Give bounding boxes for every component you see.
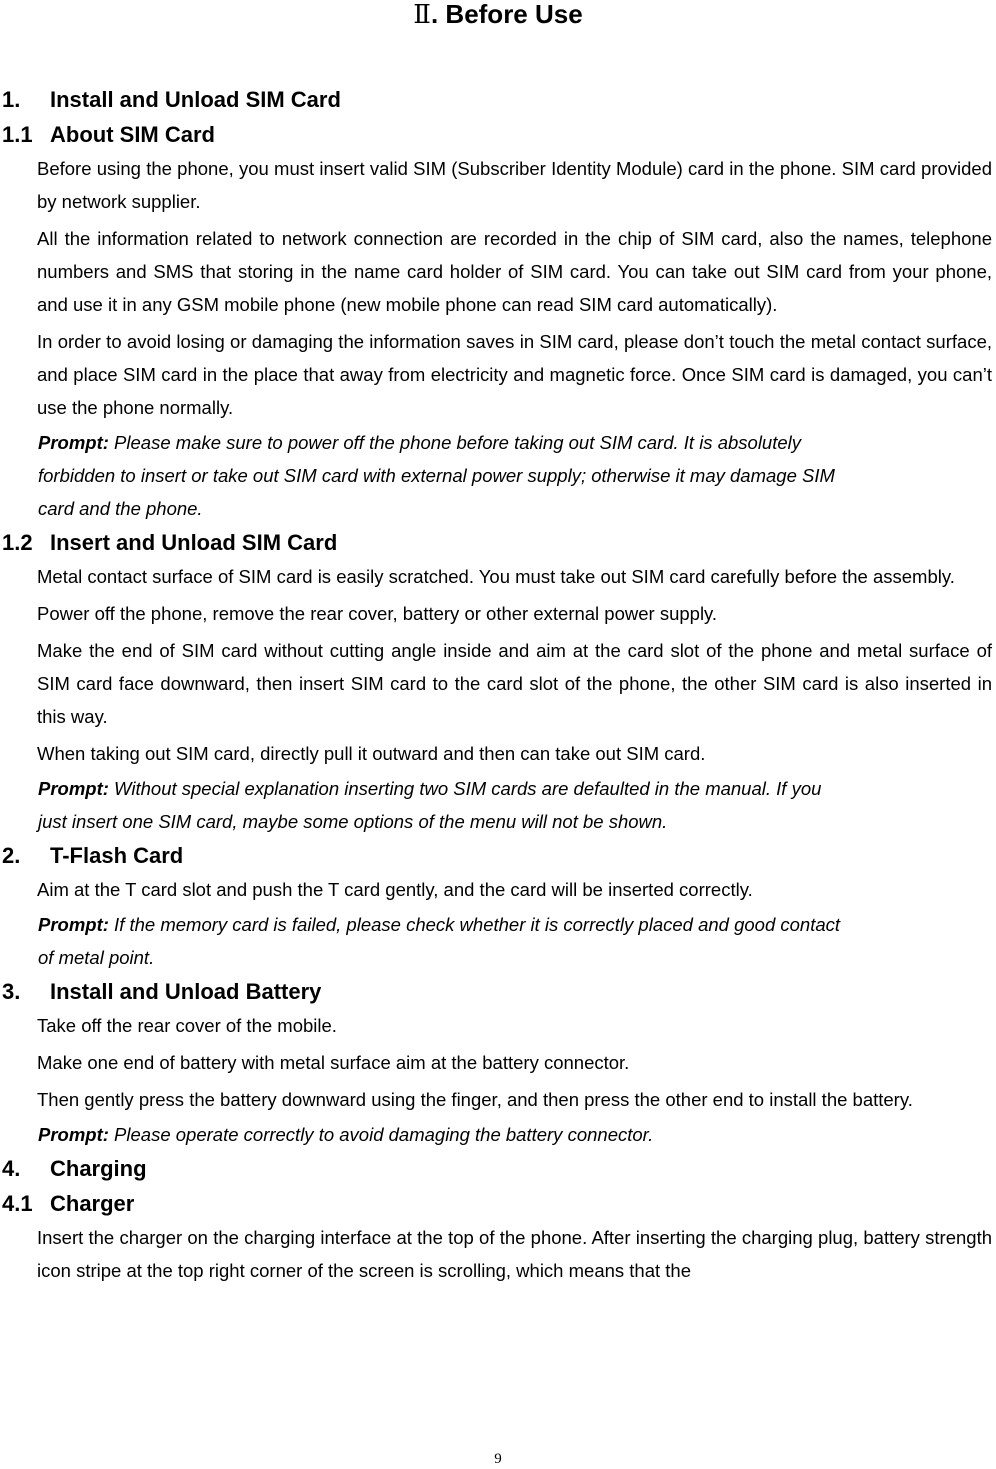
prompt-text: forbidden to insert or take out SIM card with external power supply; otherwise it may damage SIM <box>38 465 835 486</box>
paragraph: Power off the phone, remove the rear cover, battery or other external power supply. <box>37 603 718 624</box>
prompt-text: If the memory card is failed, please check whether it is correctly placed and good contact <box>108 914 841 935</box>
document-body <box>0 82 996 1287</box>
prompt-note <box>0 1118 996 1151</box>
paragraph: Then gently press the battery downward using the finger, and then press the other end to install the battery. <box>37 1089 913 1110</box>
section-number: 2. <box>2 843 21 868</box>
paragraph: In order to avoid losing or damaging the information saves in SIM card, please don’t touch the metal contact surface, and place SIM card in the place that away from electricity and magnetic force. Once SIM card is damaged, you can’t use the phone normally. <box>37 331 992 418</box>
prompt-text: Without special explanation inserting two SIM cards are defaulted in the manual. If you <box>108 778 822 799</box>
prompt-note <box>0 426 996 525</box>
section-title: T-Flash Card <box>50 843 184 868</box>
prompt-text: Please make sure to power off the phone before taking out SIM card. It is absolutely <box>108 432 802 453</box>
prompt-text: card and the phone. <box>38 498 203 519</box>
paragraph: Before using the phone, you must insert valid SIM (Subscriber Identity Module) card in the phone. SIM card provided by network supplier. <box>37 158 992 212</box>
section-title: Charger <box>50 1191 135 1216</box>
section-title: About SIM Card <box>50 122 215 147</box>
section-heading-1 <box>0 82 996 117</box>
section-title: Install and Unload SIM Card <box>50 87 341 112</box>
prompt-label: Prompt: <box>38 432 109 453</box>
section-title: Install and Unload Battery <box>50 979 322 1004</box>
section-number: 1.1 <box>2 122 33 147</box>
section-number: 4.1 <box>2 1191 33 1216</box>
paragraph: All the information related to network connection are recorded in the chip of SIM card, also the names, telephone numbers and SMS that storing in the name card holder of SIM card. You can take out SIM card from your phone, and use it in any GSM mobile phone (new mobile phone can read SIM card automatically). <box>37 228 992 315</box>
paragraph: Make the end of SIM card without cutting angle inside and aim at the card slot of the phone and metal surface of SIM card face downward, then insert SIM card to the card slot of the phone, the other SIM card is also inserted in this way. <box>37 640 992 727</box>
prompt-note <box>0 908 996 974</box>
paragraph: Aim at the T card slot and push the T card gently, and the card will be inserted correctly. <box>37 879 753 900</box>
section-roman-numeral: Ⅱ <box>413 0 431 30</box>
prompt-label: Prompt: <box>38 914 109 935</box>
page-title-text: . Before Use <box>430 0 583 29</box>
section-number: 4. <box>2 1156 21 1181</box>
section-heading-4-1 <box>0 1186 996 1221</box>
paragraph: Make one end of battery with metal surface aim at the battery connector. <box>37 1052 630 1073</box>
section-number: 1. <box>2 87 21 112</box>
section-title: Insert and Unload SIM Card <box>50 530 338 555</box>
section-number: 3. <box>2 979 21 1004</box>
section-heading-4 <box>0 1151 996 1186</box>
paragraph: Take off the rear cover of the mobile. <box>37 1015 337 1036</box>
section-heading-3 <box>0 974 996 1009</box>
prompt-text: Please operate correctly to avoid damaging the battery connector. <box>108 1124 654 1145</box>
paragraph: Insert the charger on the charging interface at the top of the phone. After inserting the charging plug, battery strength icon stripe at the top right corner of the screen is scrolling, which means that the <box>37 1227 992 1281</box>
prompt-label: Prompt: <box>38 778 109 799</box>
paragraph: When taking out SIM card, directly pull it outward and then can take out SIM card. <box>37 743 706 764</box>
prompt-note <box>0 772 996 838</box>
page-title <box>0 0 996 29</box>
prompt-label: Prompt: <box>38 1124 109 1145</box>
section-number: 1.2 <box>2 530 33 555</box>
section-title: Charging <box>50 1156 147 1181</box>
prompt-text: of metal point. <box>38 947 155 968</box>
page-number: 9 <box>494 1451 502 1467</box>
prompt-text: just insert one SIM card, maybe some options of the menu will not be shown. <box>38 811 668 832</box>
section-heading-2 <box>0 838 996 873</box>
section-heading-1-1 <box>0 117 996 152</box>
paragraph: Metal contact surface of SIM card is easily scratched. You must take out SIM card carefully before the assembly. <box>37 566 955 587</box>
section-heading-1-2 <box>0 525 996 560</box>
